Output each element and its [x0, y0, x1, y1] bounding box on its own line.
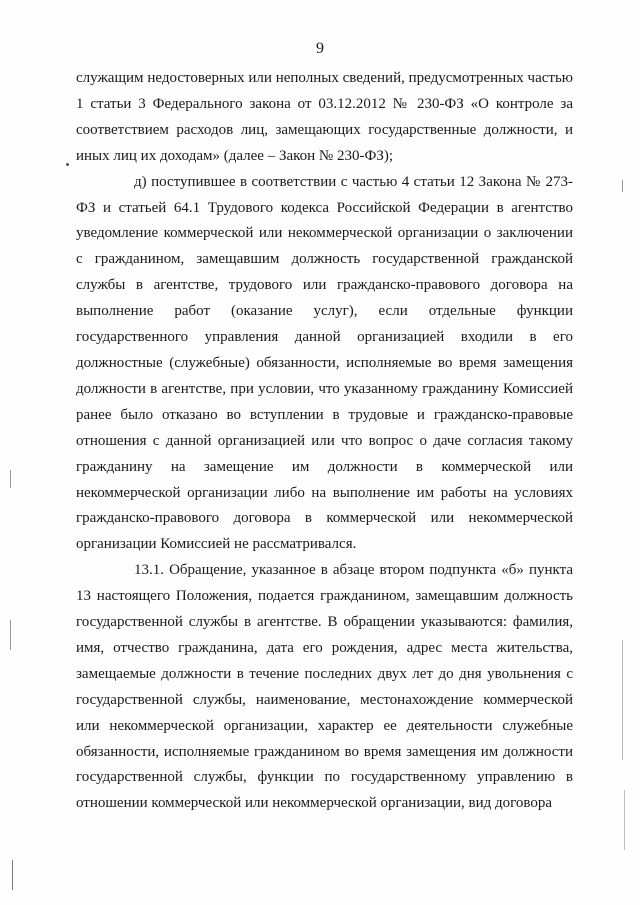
page-number: 9: [316, 40, 324, 57]
paragraph-item-d: д) поступившее в соответствии с частью 4 статьи 12 Закона № 273-ФЗ и статьей 64.1 Трудового кодекса Российской Федерации в агентство уведомление коммерческой или некоммерческой организации о заключении с гражданином, замещавшим должность государственной гражданской службы в агентстве, трудового или гражданско-правового договора на выполнение работ (оказание услуг), если отдельные функции государственного управления данной организацией входили в его должностные (служебные) обязанности, исполняемые во время замещения должности в агентстве, при условии, что указанному гражданину Комиссией ранее было отказано во вступлении в трудовые и гражданско-правовые отношения с данной организацией или что вопрос о даче согласия такому гражданину на замещение им должности в коммерческой или некоммерческой организации либо на выполнение им работы на условиях гражданско-правового договора в коммерческой или некоммерческой организации Комиссией не рассматривался.: [76, 173, 573, 553]
scan-edge-mark: [622, 180, 623, 192]
document-body: [76, 66, 573, 817]
scan-edge-mark: [10, 470, 11, 488]
paragraph-13-1: 13.1. Обращение, указанное в абзаце втором подпункта «б» пункта 13 настоящего Положения, подается гражданином, замещавшим должность государственной службы в агентстве. В обращении указываются: фамилия, имя, отчество гражданина, дата его рождения, адрес места жительства, замещаемые должности в течение последних двух лет до дня увольнения с государственной службы, наименование, местонахождение коммерческой или некоммерческой организации, характер ее деятельности служебные обязанности, исполняемые гражданином во время замещения им должности государственной службы, функции по государственному управлению в отношении коммерческой или некоммерческой организации, вид договора: [76, 562, 573, 812]
scan-speck: [66, 163, 69, 166]
scan-edge-mark: [12, 860, 13, 890]
scan-edge-mark: [10, 620, 11, 650]
scan-edge-mark: [624, 790, 625, 850]
paragraph-continuation: служащим недостоверных или неполных сведений, предусмотренных частью 1 статьи 3 Федерального закона от 03.12.2012 № 230-ФЗ «О контроле за соответствием расходов лиц, замещающих государственные должности, и иных лиц их доходам» (далее – Закон № 230-ФЗ);: [76, 70, 573, 164]
scan-edge-mark: [622, 640, 623, 760]
